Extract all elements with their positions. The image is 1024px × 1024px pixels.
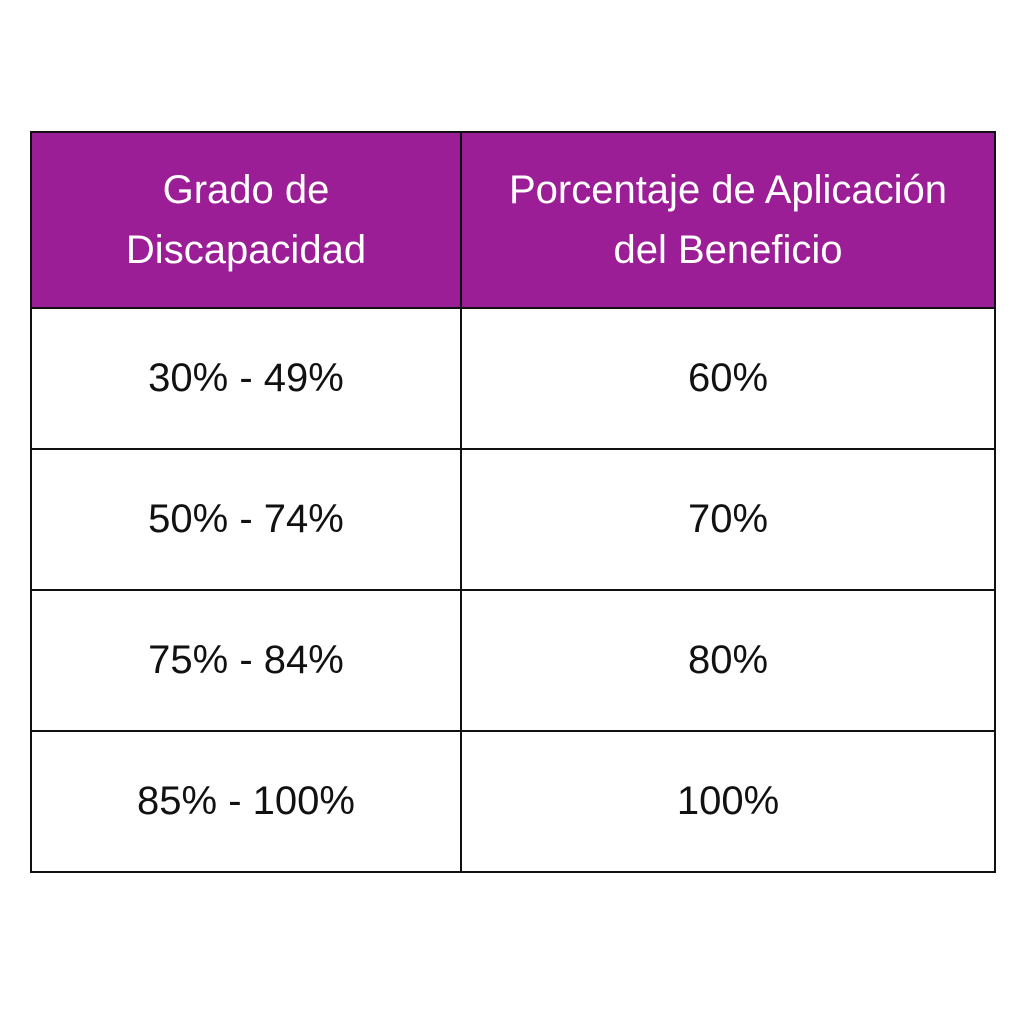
- table-row: [31, 449, 995, 590]
- header-porcentaje-line2: del Beneficio: [613, 228, 843, 272]
- cell-porcentaje: 80%: [461, 590, 995, 731]
- table-header: [31, 132, 995, 308]
- header-row: [31, 132, 995, 308]
- disability-benefit-table: [30, 131, 996, 873]
- cell-porcentaje: 70%: [461, 449, 995, 590]
- table-row: [31, 590, 995, 731]
- header-grado-line2: Discapacidad: [125, 228, 367, 272]
- table-body: [31, 308, 995, 872]
- table-row: [31, 731, 995, 872]
- table-row: [31, 308, 995, 449]
- header-grado-discapacidad: [31, 132, 461, 308]
- cell-porcentaje: 100%: [461, 731, 995, 872]
- header-porcentaje-aplicacion: [461, 132, 995, 308]
- cell-porcentaje: 60%: [461, 308, 995, 449]
- cell-grado: 85% - 100%: [31, 731, 461, 872]
- header-porcentaje-line1: Porcentaje de Aplicación: [508, 168, 948, 212]
- header-grado-line1: Grado de: [162, 168, 330, 212]
- cell-grado: 30% - 49%: [31, 308, 461, 449]
- cell-grado: 50% - 74%: [31, 449, 461, 590]
- cell-grado: 75% - 84%: [31, 590, 461, 731]
